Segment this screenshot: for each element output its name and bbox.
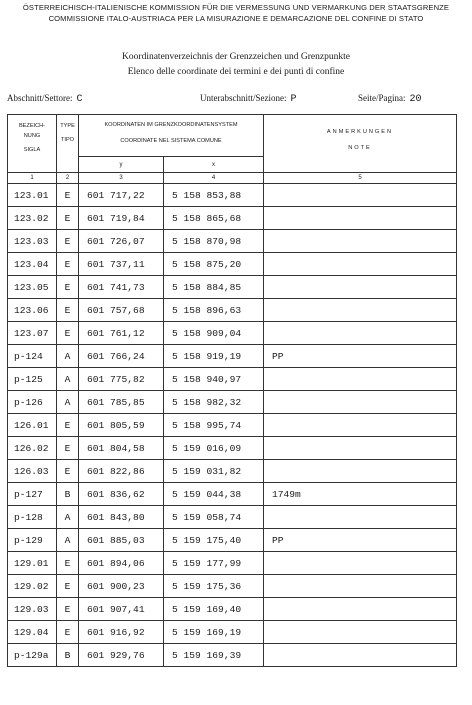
note-cell [264, 207, 457, 230]
coord-header [79, 115, 264, 157]
note-cell [264, 230, 457, 253]
page-field [358, 93, 422, 105]
sigla-cell: 123.04 [8, 253, 57, 276]
coordinate-table [7, 114, 457, 667]
sigla-cell: p-126 [8, 391, 57, 414]
tipo-cell: E [57, 621, 79, 644]
tipo-cell: E [57, 184, 79, 207]
y-cell: 601 907,41 [79, 598, 164, 621]
section-field [7, 93, 83, 105]
sigla-cell: p-129 [8, 529, 57, 552]
note-cell [264, 598, 457, 621]
table-row [8, 299, 457, 322]
table-row [8, 253, 457, 276]
col-number-1: 1 [8, 173, 57, 184]
table-row [8, 345, 457, 368]
tipo-cell: E [57, 230, 79, 253]
x-cell: 5 158 865,68 [164, 207, 264, 230]
note-cell [264, 437, 457, 460]
y-cell: 601 836,62 [79, 483, 164, 506]
note-cell [264, 506, 457, 529]
tipo-cell: E [57, 322, 79, 345]
col-tipo-header-line1: TYPE [60, 123, 75, 129]
tipo-cell: E [57, 207, 79, 230]
sigla-cell: 126.03 [8, 460, 57, 483]
y-cell: 601 719,84 [79, 207, 164, 230]
sigla-cell: 129.04 [8, 621, 57, 644]
y-cell: 601 843,80 [79, 506, 164, 529]
note-cell: PP [264, 529, 457, 552]
y-cell: 601 900,23 [79, 575, 164, 598]
col-sigla-header-line1: BEZEICH- [18, 123, 46, 129]
y-cell: 601 805,59 [79, 414, 164, 437]
page-value: 20 [409, 94, 422, 105]
table-row [8, 644, 457, 667]
col-y-header: y [79, 157, 164, 173]
tipo-cell: A [57, 368, 79, 391]
x-cell: 5 158 940,97 [164, 368, 264, 391]
y-cell: 601 929,76 [79, 644, 164, 667]
x-cell: 5 159 175,40 [164, 529, 264, 552]
col-number-2: 2 [57, 173, 79, 184]
note-cell [264, 575, 457, 598]
table-row [8, 368, 457, 391]
tipo-cell: E [57, 253, 79, 276]
col-number-5: 5 [264, 173, 457, 184]
commission-name-de: ÖSTERREICHISCH-ITALIENISCHE KOMMISSION FÜR DIE VERMESSUNG UND VERMARKUNG DER STAATSGRENZE [22, 3, 450, 12]
coord-header-line2: COORDINATE NEL SISTEMA COMUNE [120, 138, 222, 144]
y-cell: 601 757,68 [79, 299, 164, 322]
sigla-cell: 129.03 [8, 598, 57, 621]
tipo-cell: E [57, 276, 79, 299]
table-row [8, 322, 457, 345]
note-cell: PP [264, 345, 457, 368]
y-cell: 601 785,85 [79, 391, 164, 414]
sigla-cell: p-125 [8, 368, 57, 391]
section-label: Abschnitt/Settore: [7, 93, 73, 103]
sigla-cell: p-124 [8, 345, 57, 368]
col-number-3: 3 [79, 173, 164, 184]
document-title-it: Elenco delle coordinate dei termini e dei punti di confine [127, 67, 345, 77]
y-cell: 601 822,86 [79, 460, 164, 483]
note-cell [264, 552, 457, 575]
y-cell: 601 717,22 [79, 184, 164, 207]
y-cell: 601 761,12 [79, 322, 164, 345]
tipo-cell: E [57, 414, 79, 437]
x-cell: 5 159 169,39 [164, 644, 264, 667]
note-cell [264, 184, 457, 207]
note-cell [264, 368, 457, 391]
tipo-cell: E [57, 552, 79, 575]
tipo-cell: A [57, 506, 79, 529]
sigla-cell: 123.07 [8, 322, 57, 345]
col-sigla-header-line2: NUNG [23, 133, 41, 139]
x-cell: 5 158 875,20 [164, 253, 264, 276]
table-row [8, 575, 457, 598]
subsection-label: Unterabschnitt/Sezione: [200, 93, 287, 103]
sigla-cell: 123.05 [8, 276, 57, 299]
y-cell: 601 766,24 [79, 345, 164, 368]
tipo-cell: E [57, 299, 79, 322]
subsection-field [200, 93, 297, 105]
sigla-cell: 123.02 [8, 207, 57, 230]
note-cell: 1749m [264, 483, 457, 506]
table-row [8, 391, 457, 414]
note-cell [264, 276, 457, 299]
col-note-header-line1: ANMERKUNGEN [326, 129, 394, 135]
sigla-cell: p-127 [8, 483, 57, 506]
y-cell: 601 894,06 [79, 552, 164, 575]
sigla-cell: 123.03 [8, 230, 57, 253]
y-cell: 601 741,73 [79, 276, 164, 299]
sigla-cell: 129.02 [8, 575, 57, 598]
section-value: C [76, 94, 83, 105]
tipo-cell: E [57, 598, 79, 621]
tipo-cell: E [57, 575, 79, 598]
sigla-cell: 126.01 [8, 414, 57, 437]
tipo-cell: A [57, 345, 79, 368]
note-cell [264, 621, 457, 644]
sigla-cell: 123.01 [8, 184, 57, 207]
document-title-de: Koordinatenverzeichnis der Grenzzeichen und Grenzpunkte [122, 52, 350, 62]
y-cell: 601 737,11 [79, 253, 164, 276]
tipo-cell: E [57, 460, 79, 483]
tipo-cell: E [57, 437, 79, 460]
x-cell: 5 158 896,63 [164, 299, 264, 322]
table-row [8, 529, 457, 552]
x-cell: 5 159 058,74 [164, 506, 264, 529]
page-label: Seite/Pagina: [358, 93, 406, 103]
col-x-header: x [164, 157, 264, 173]
col-sigla-header-line3: SIGLA [23, 147, 41, 153]
note-cell [264, 460, 457, 483]
table-row [8, 437, 457, 460]
note-cell [264, 253, 457, 276]
coord-header-line1: KOORDINATEN IM GRENZKOORDINATENSYSTEM [104, 122, 238, 128]
x-cell: 5 158 870,98 [164, 230, 264, 253]
col-note-header-line2: NOTE [348, 145, 372, 151]
x-cell: 5 159 031,82 [164, 460, 264, 483]
x-cell: 5 158 853,88 [164, 184, 264, 207]
x-cell: 5 159 169,19 [164, 621, 264, 644]
x-cell: 5 159 177,99 [164, 552, 264, 575]
x-cell: 5 159 175,36 [164, 575, 264, 598]
tipo-cell: B [57, 644, 79, 667]
x-cell: 5 158 919,19 [164, 345, 264, 368]
x-cell: 5 158 884,85 [164, 276, 264, 299]
y-cell: 601 885,03 [79, 529, 164, 552]
y-cell: 601 916,92 [79, 621, 164, 644]
col-note-header [264, 115, 457, 173]
table-row [8, 207, 457, 230]
tipo-cell: B [57, 483, 79, 506]
table-row [8, 483, 457, 506]
x-cell: 5 158 995,74 [164, 414, 264, 437]
table-row [8, 621, 457, 644]
table-row [8, 460, 457, 483]
sigla-cell: 126.02 [8, 437, 57, 460]
sigla-cell: 123.06 [8, 299, 57, 322]
x-cell: 5 159 016,09 [164, 437, 264, 460]
x-cell: 5 158 982,32 [164, 391, 264, 414]
tipo-cell: A [57, 529, 79, 552]
col-number-4: 4 [164, 173, 264, 184]
table-row [8, 598, 457, 621]
y-cell: 601 775,82 [79, 368, 164, 391]
note-cell [264, 414, 457, 437]
sigla-cell: p-128 [8, 506, 57, 529]
table-row [8, 506, 457, 529]
table-row [8, 184, 457, 207]
x-cell: 5 158 909,04 [164, 322, 264, 345]
table-row [8, 276, 457, 299]
col-sigla-header [8, 115, 57, 173]
table-body [8, 184, 457, 667]
y-cell: 601 726,07 [79, 230, 164, 253]
col-tipo-header [57, 115, 79, 173]
note-cell [264, 391, 457, 414]
note-cell [264, 322, 457, 345]
sigla-cell: 129.01 [8, 552, 57, 575]
sigla-cell: p-129a [8, 644, 57, 667]
col-tipo-header-line2: TIPO [60, 137, 75, 143]
note-cell [264, 644, 457, 667]
table-row [8, 552, 457, 575]
note-cell [264, 299, 457, 322]
x-cell: 5 159 044,38 [164, 483, 264, 506]
x-cell: 5 159 169,40 [164, 598, 264, 621]
commission-name-it: COMMISSIONE ITALO-AUSTRIACA PER LA MISURAZIONE E DEMARCAZIONE DEL CONFINE DI STATO [48, 14, 424, 23]
table-row [8, 414, 457, 437]
tipo-cell: A [57, 391, 79, 414]
subsection-value: P [290, 94, 297, 105]
y-cell: 601 804,58 [79, 437, 164, 460]
table-row [8, 230, 457, 253]
